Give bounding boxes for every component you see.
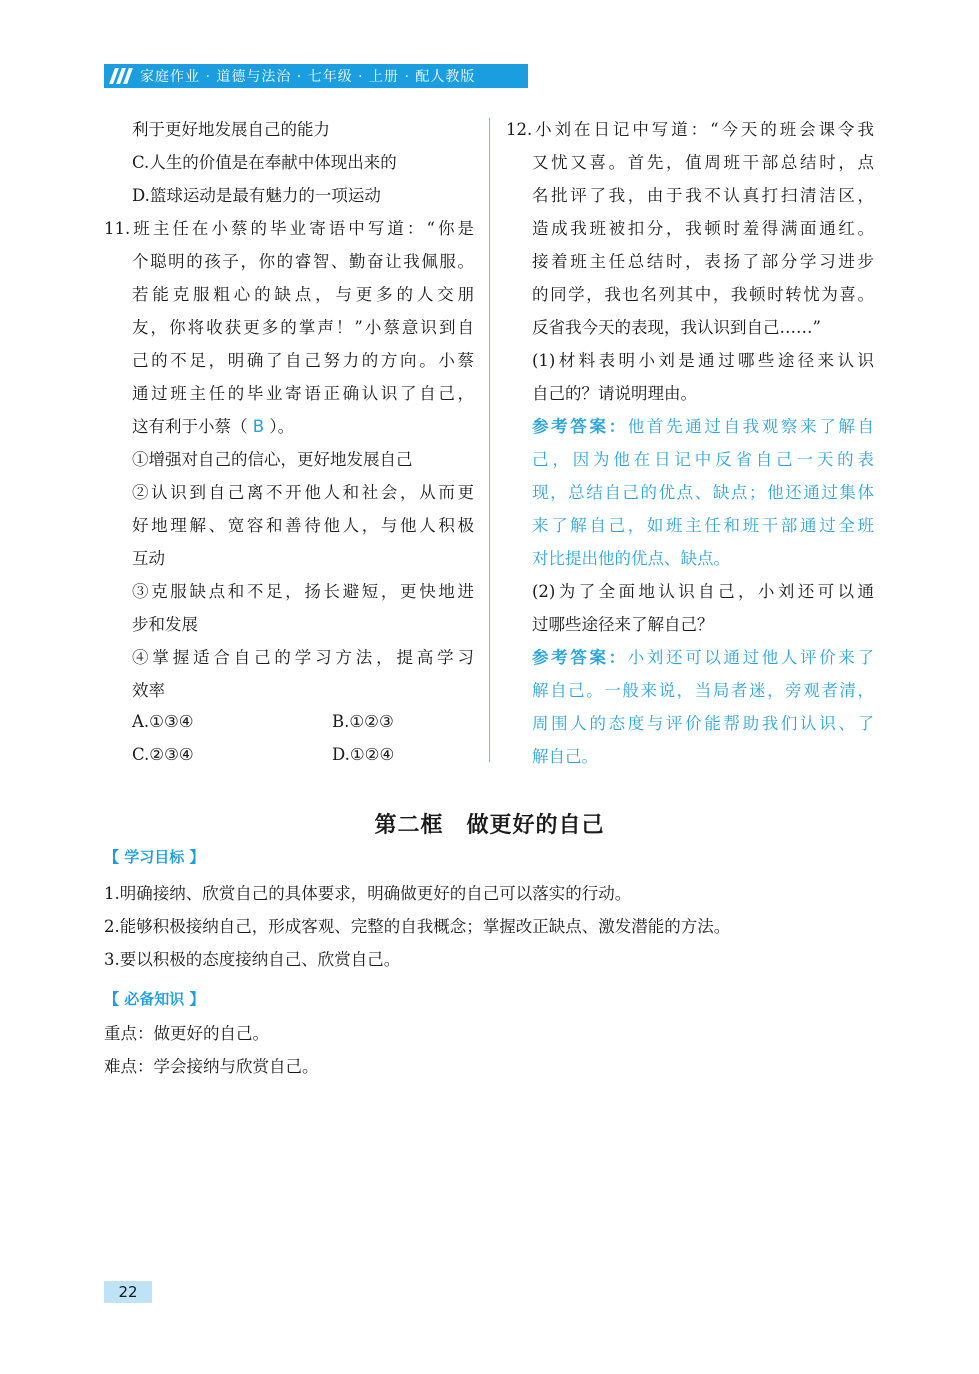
answer-label: 参考答案： xyxy=(532,417,628,436)
statement-4: 效率 xyxy=(132,681,165,700)
question-11-line: 友，你将收获更多的掌声！”小蔡意识到自 xyxy=(132,318,474,337)
sub-question-2: (2)为了全面地认识自己，小刘还可以通 xyxy=(532,582,874,601)
answer-1-line: 己，因为他在日记中反省自己一天的表 xyxy=(532,450,874,469)
statement-2: ②认识到自己离不开他人和社会，从而更 xyxy=(132,483,474,502)
question-11-answer: B xyxy=(252,417,265,436)
header-title: 家庭作业 · 道德与法治 · 七年级 · 上册 · 配人教版 xyxy=(140,69,476,85)
section-title: 第二框 做更好的自己 xyxy=(374,812,605,838)
question-12-line: 又忧又喜。首先，值周班干部总结时，点 xyxy=(532,153,874,172)
goal-item: 3.要以积极的态度接纳自己、欣赏自己。 xyxy=(104,950,401,969)
choice-c: C.②③④ xyxy=(132,745,194,764)
goal-item: 2.能够积极接纳自己，形成客观、完整的自我概念；掌握改正缺点、激发潜能的方法。 xyxy=(104,917,731,936)
sub-question-1: 自己的？请说明理由。 xyxy=(532,384,697,403)
answer-2-line: 周围人的态度与评价能帮助我们认识、了 xyxy=(532,714,874,733)
answer-1-line: 来了解自己，如班主任和班干部通过全班 xyxy=(532,516,874,535)
option-b-continued: 利于更好地发展自己的能力 xyxy=(132,120,330,139)
question-11-line: 己的不足，明确了自己努力的方向。小蔡 xyxy=(132,351,474,370)
statement-4: ④掌握适合自己的学习方法，提高学习 xyxy=(132,648,474,667)
question-11-line: 通过班主任的毕业寄语正确认识了自己， xyxy=(132,384,474,403)
answer-1-line: 现，总结自己的优点、缺点；他还通过集体 xyxy=(532,483,874,502)
header-slash-icon xyxy=(112,68,130,84)
answer-label: 参考答案： xyxy=(532,648,628,667)
answer-2-line: 参考答案：小刘还可以通过他人评价来了 xyxy=(532,648,875,667)
option-c: C.人生的价值是在奉献中体现出来的 xyxy=(132,153,397,172)
question-12-line: 反省我今天的表现，我认识到自己……” xyxy=(532,318,821,337)
statement-2: 好地理解、宽容和善待他人，与他人积极 xyxy=(132,516,474,535)
statement-3: ③克服缺点和不足，扬长避短，更快地进 xyxy=(132,582,474,601)
question-12-line: 12.小刘在日记中写道：“今天的班会课令我 xyxy=(506,120,874,139)
question-11-line: 这有利于小蔡（ B ）。 xyxy=(132,417,295,436)
question-12-line: 造成我班被扣分，我顿时羞得满面通红。 xyxy=(532,219,874,238)
choice-d: D.①②④ xyxy=(332,745,395,764)
header-bar xyxy=(104,64,528,88)
difficult-point: 难点：学会接纳与欣赏自己。 xyxy=(104,1057,319,1076)
answer-1-line: 参考答案：他首先通过自我观察来了解自 xyxy=(532,417,875,436)
question-12-line: 接着班主任总结时，表扬了部分学习进步 xyxy=(532,252,874,271)
option-d: D.篮球运动是最有魅力的一项运动 xyxy=(132,186,381,205)
sub-question-1: (1)材料表明小刘是通过哪些途径来认识 xyxy=(532,351,874,370)
statement-1: ①增强对自己的信心，更好地发展自己 xyxy=(132,450,413,469)
question-12-line: 的同学，我也名列其中，我顿时转忧为喜。 xyxy=(532,285,874,304)
sub-question-2: 过哪些途径来了解自己？ xyxy=(532,615,714,634)
essential-knowledge-tag: 【 必备知识 】 xyxy=(104,990,205,1008)
key-point: 重点：做更好的自己。 xyxy=(104,1024,269,1043)
column-divider xyxy=(489,118,490,762)
question-11-line: 若能克服粗心的缺点，与更多的人交朋 xyxy=(132,285,474,304)
statement-3: 步和发展 xyxy=(132,615,198,634)
learning-goals-tag: 【 学习目标 】 xyxy=(104,848,205,866)
question-11-line: 11.班主任在小蔡的毕业寄语中写道：“你是 xyxy=(104,219,474,238)
answer-2-line: 解自己。一般来说，当局者迷，旁观者清， xyxy=(532,681,874,700)
question-12-line: 名批评了我，由于我不认真打扫清洁区， xyxy=(532,186,874,205)
statement-2: 互动 xyxy=(132,549,165,568)
answer-1-line: 对比提出他的优点、缺点。 xyxy=(532,549,730,568)
question-11-line: 个聪明的孩子，你的睿智、勤奋让我佩服。 xyxy=(132,252,474,271)
choice-b: B.①②③ xyxy=(332,712,394,731)
goal-item: 1.明确接纳、欣赏自己的具体要求，明确做更好的自己可以落实的行动。 xyxy=(104,884,632,903)
choice-a: A.①③④ xyxy=(132,712,194,731)
page-number: 22 xyxy=(104,1281,152,1303)
answer-2-line: 解自己。 xyxy=(532,747,598,766)
